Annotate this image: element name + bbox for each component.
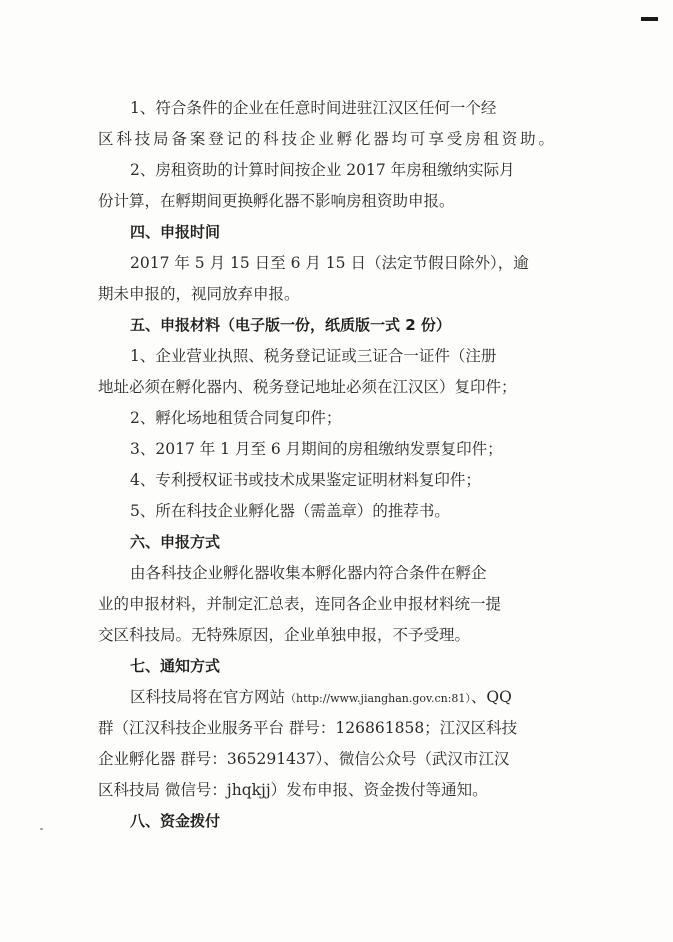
paragraph-line: 4、专利授权证书或技术成果鉴定证明材料复印件； <box>130 471 481 489</box>
paragraph-line: 区科技局备案登记的科技企业孵化器均可享受房租资助。 <box>98 130 554 148</box>
paragraph-line: 地址必须在孵化器内、税务登记地址必须在江汉区）复印件； <box>98 378 517 396</box>
section-heading: 七、通知方式 <box>130 657 221 675</box>
paragraph-line: 企业孵化器 群号：365291437）、微信公众号（武汉市江汉 <box>98 750 510 768</box>
paragraph-line: 2、孵化场地租赁合同复印件； <box>130 409 342 427</box>
paragraph-line: 2017 年 5 月 15 日至 6 月 15 日（法定节假日除外），逾 <box>130 254 529 272</box>
paragraph-line: 份计算，在孵期间更换孵化器不影响房租资助申报。 <box>98 192 455 210</box>
paragraph-line: 期未申报的，视同放弃申报。 <box>98 285 300 303</box>
paragraph-line: 1、符合条件的企业在任意时间进驻江汉区任何一个经 <box>130 99 497 117</box>
section-heading: 四、申报时间 <box>130 223 221 241</box>
paragraph-line: 由各科技企业孵化器收集本孵化器内符合条件在孵企 <box>130 564 487 582</box>
section-heading: 八、资金拨付 <box>130 812 221 830</box>
scan-mark <box>641 17 658 21</box>
section-heading: 六、申报方式 <box>130 533 221 551</box>
paragraph-text: 、QQ <box>470 688 512 706</box>
paragraph-line: 3、2017 年 1 月至 6 月期间的房租缴纳发票复印件； <box>130 440 503 458</box>
paragraph-line: 2、房租资助的计算时间按企业 2017 年房租缴纳实际月 <box>130 161 515 179</box>
paragraph-line: 业的申报材料，并制定汇总表，连同各企业申报材料统一提 <box>98 595 502 613</box>
paragraph-line: 交区科技局。无特殊原因，企业单独申报，不予受理。 <box>98 626 471 644</box>
document-body <box>98 93 554 837</box>
paragraph-line: 1、企业营业执照、税务登记证或三证合一证件（注册 <box>130 347 497 365</box>
paragraph-line <box>98 682 554 713</box>
section-heading: 五、申报材料（电子版一份，纸质版一式 2 份） <box>130 316 451 334</box>
paragraph-line: 群（江汉科技企业服务平台 群号：126861858；江汉区科技 <box>98 719 518 737</box>
paragraph-line: 5、所在科技企业孵化器（需盖章）的推荐书。 <box>130 502 450 520</box>
paragraph-line: 区科技局 微信号：jhqkjj）发布申报、资金拨付等通知。 <box>98 781 488 799</box>
scan-speck <box>40 828 43 830</box>
paragraph-text: 区科技局将在官方网站 <box>130 688 286 706</box>
website-url: （http://www.jianghan.gov.cn:81） <box>285 692 471 705</box>
